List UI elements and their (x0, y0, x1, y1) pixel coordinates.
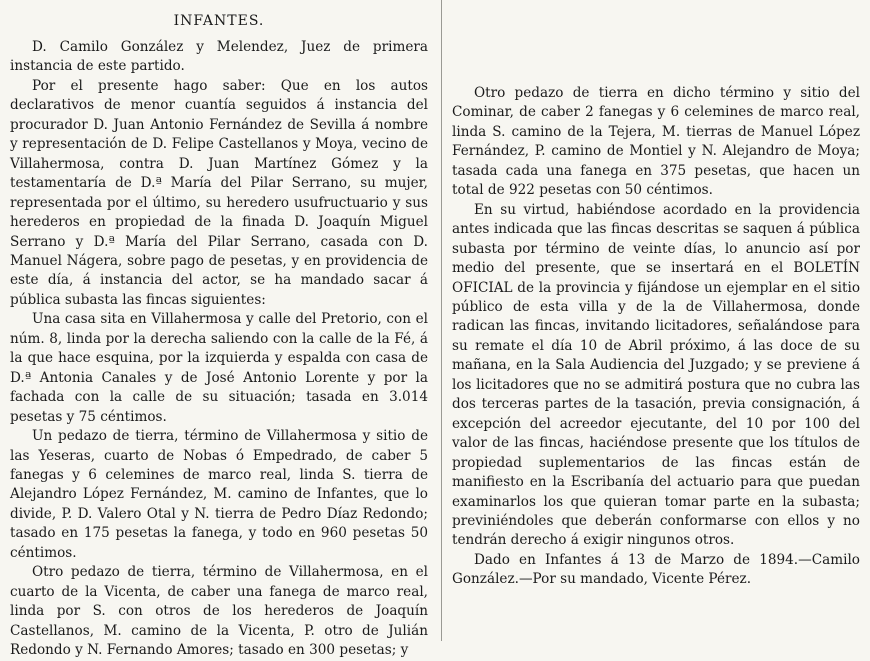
paragraph-auction-terms: En su virtud, habiéndose acordado en la providencia antes indicada que las fincas descritas se saquen á pública subasta por término de veinte días, lo anuncio así por medio del presente, que se insertará en el BOLETÍN OFICIAL de la provincia y fijándose un ejemplar en el sitio público de esta villa y de la de Villahermosa, donde radican las fincas, invitando licitadores, señalándose para su remate el día 10 de Abril próximo, á las doce de su mañana, en la Sala Audiencia del Juzgado; y se previene á los licitadores que no se admitirá postura que no cubra las dos terceras partes de la tasación, previa consignación, á excepción del acreedor ejecutante, del 10 por 100 del valor de las fincas, haciéndose presente que los títulos de propiedad suplementarios de las fincas están de manifiesto en la Escribanía del actuario para que puedan examinarlos los que quieran tomar parte en la subasta; previniéndoles que deberán conformarse con ellos y no tendrán derecho á exigir ningunos otros. (452, 201, 860, 549)
paragraph-judge: D. Camilo González y Melendez, Juez de primera instancia de este partido. (10, 39, 428, 75)
paragraph-land-yeseras: Un pedazo de tierra, término de Villahermosa y sitio de las Yeseras, cuarto de Nobas ó Empedrado, de caber 5 fanegas y 6 celemines de marco real, linda S. tierra de Alejandro López Fernández, M. camino de Infantes, que lo divide, P. D. Valero Otal y N. tierra de Pedro Díaz Redondo; tasado en 175 pesetas la fanega, y todo en 960 pesetas 50 céntimos. (10, 428, 428, 561)
paragraph-land-vicenta: Otro pedazo de tierra, término de Villahermosa, en el cuarto de la Vicenta, de caber una fanega de marco real, linda por S. con otros de los herederos de Joaquín Castellanos, M. camino de la Vicenta, P. otro de Julián Redondo y N. Fernando Amores; tasado en 300 pesetas; y (10, 564, 428, 659)
section-heading: INFANTES. (173, 13, 265, 29)
paragraph-notice: Por el presente hago saber: Que en los autos declarativos de menor cuantía seguidos á instancia del procurador D. Juan Antonio Fernández de Sevilla á nombre y representación de D. Felipe Castellanos y Moya, vecino de Villahermosa, contra D. Juan Martínez Gómez y la testamentaría de D.ª María del Pilar Serrano, su mujer, representada por el último, su heredero usufructuario y sus herederos en propiedad de la finada D. Joaquín Miguel Serrano y D.ª María del Pilar Serrano, casada con D. Manuel Nágera, sobre pago de pesetas, y en providencia de este día, á instancia del actor, se ha mandado sacar á pública subasta las fincas siguientes: (10, 77, 428, 308)
paragraph-land-cominar: Otro pedazo de tierra en dicho término y sitio del Cominar, de caber 2 fanegas y 6 celemines de marco real, linda S. camino de la Tejera, M. tierras de Manuel López Fernández, P. camino de Montiel y N. Alejandro de Moya; tasada cada una fanega en 375 pesetas, que hacen un total de 922 pesetas con 50 céntimos. (452, 85, 860, 199)
left-column (10, 0, 428, 661)
paragraph-house: Una casa sita en Villahermosa y calle del Pretorio, con el núm. 8, linda por la derecha saliendo con la calle de la Fé, á la que hace esquina, por la izquierda y espalda con casa de D.ª Antonia Canales y de José Antonio Lorente y por la fachada con la calle de su situación; tasada en 3.014 pesetas y 75 céntimos. (10, 311, 428, 425)
paragraph-signature: Dado en Infantes á 13 de Marzo de 1894.—Camilo González.—Por su mandado, Vicente Pérez. (452, 551, 860, 588)
right-column (452, 84, 860, 590)
column-divider (441, 0, 442, 641)
